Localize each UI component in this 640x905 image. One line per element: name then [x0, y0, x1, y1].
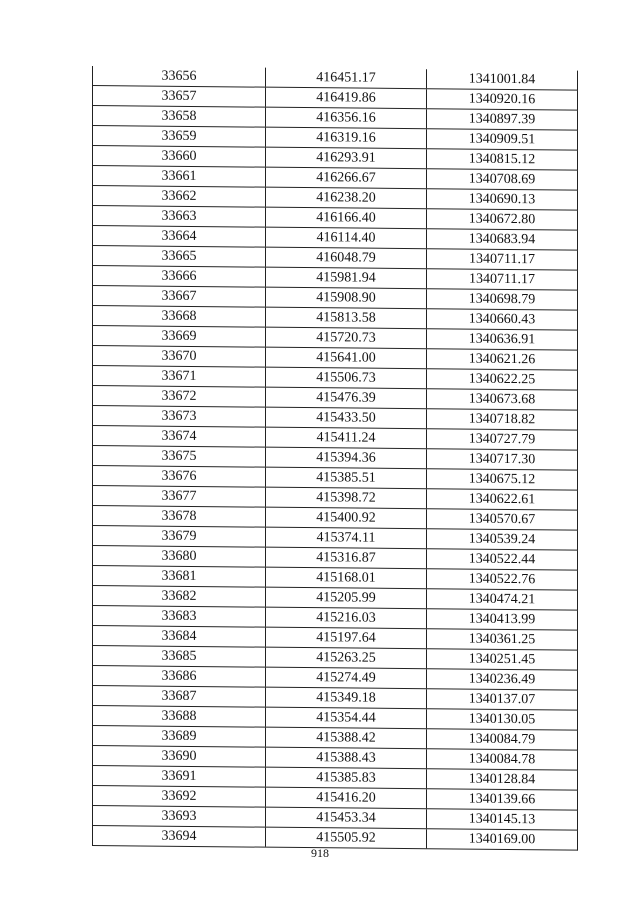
- point-id-cell: 33694: [93, 826, 266, 848]
- x-coordinate-cell: 416451.17: [266, 68, 427, 89]
- y-coordinate-cell: 1340522.76: [427, 569, 578, 590]
- y-coordinate-cell: 1340683.94: [427, 229, 578, 250]
- point-id-cell: 33672: [93, 386, 266, 408]
- x-coordinate-cell: 415216.03: [266, 607, 427, 629]
- x-coordinate-cell: 415349.18: [266, 687, 427, 709]
- x-coordinate-cell: 416114.40: [266, 227, 427, 249]
- point-id-cell: 33693: [93, 806, 266, 828]
- x-coordinate-cell: 415394.36: [266, 447, 427, 469]
- x-coordinate-cell: 415505.92: [266, 827, 427, 849]
- point-id-cell: 33663: [93, 206, 266, 228]
- x-coordinate-cell: 415400.92: [266, 507, 427, 529]
- y-coordinate-cell: 1340361.25: [427, 629, 578, 650]
- x-coordinate-cell: 416319.16: [266, 127, 427, 149]
- y-coordinate-cell: 1340711.17: [427, 269, 578, 290]
- point-id-cell: 33667: [93, 286, 266, 308]
- point-id-cell: 33679: [93, 526, 266, 548]
- x-coordinate-cell: 415398.72: [266, 487, 427, 509]
- y-coordinate-cell: 1340672.80: [427, 209, 578, 230]
- point-id-cell: 33688: [93, 706, 266, 728]
- point-id-cell: 33670: [93, 346, 266, 368]
- y-coordinate-cell: 1340909.51: [427, 129, 578, 150]
- point-id-cell: 33666: [93, 266, 266, 288]
- point-id-cell: 33658: [93, 106, 266, 128]
- x-coordinate-cell: 415263.25: [266, 647, 427, 669]
- x-coordinate-cell: 415453.34: [266, 807, 427, 829]
- point-id-cell: 33692: [93, 786, 266, 808]
- y-coordinate-cell: 1340084.78: [427, 749, 578, 770]
- x-coordinate-cell: 416166.40: [266, 207, 427, 229]
- x-coordinate-cell: 415476.39: [266, 387, 427, 409]
- x-coordinate-cell: 415197.64: [266, 627, 427, 649]
- x-coordinate-cell: 415354.44: [266, 707, 427, 729]
- point-id-cell: 33659: [93, 126, 266, 148]
- x-coordinate-cell: 415316.87: [266, 547, 427, 569]
- y-coordinate-cell: 1340145.13: [427, 809, 578, 830]
- y-coordinate-cell: 1340084.79: [427, 729, 578, 750]
- x-coordinate-cell: 415641.00: [266, 347, 427, 369]
- page-number: 918: [311, 846, 329, 860]
- coordinate-table: [92, 66, 578, 851]
- point-id-cell: 33657: [93, 86, 266, 108]
- point-id-cell: 33691: [93, 766, 266, 788]
- point-id-cell: 33664: [93, 226, 266, 248]
- point-id-cell: 33665: [93, 246, 266, 268]
- y-coordinate-cell: 1340636.91: [427, 329, 578, 350]
- y-coordinate-cell: 1340621.26: [427, 349, 578, 370]
- x-coordinate-cell: 415981.94: [266, 267, 427, 289]
- x-coordinate-cell: 415385.51: [266, 467, 427, 489]
- point-id-cell: 33682: [93, 586, 266, 608]
- y-coordinate-cell: 1340711.17: [427, 249, 578, 270]
- y-coordinate-cell: 1340660.43: [427, 309, 578, 330]
- x-coordinate-cell: 415388.42: [266, 727, 427, 749]
- y-coordinate-cell: 1340539.24: [427, 529, 578, 550]
- y-coordinate-cell: 1340675.12: [427, 469, 578, 490]
- y-coordinate-cell: 1340413.99: [427, 609, 578, 630]
- y-coordinate-cell: 1340708.69: [427, 169, 578, 190]
- x-coordinate-cell: 415813.58: [266, 307, 427, 329]
- y-coordinate-cell: 1340690.13: [427, 189, 578, 210]
- point-id-cell: 33674: [93, 426, 266, 448]
- y-coordinate-cell: 1340717.30: [427, 449, 578, 470]
- x-coordinate-cell: 416238.20: [266, 187, 427, 209]
- y-coordinate-cell: 1341001.84: [427, 69, 578, 90]
- x-coordinate-cell: 415385.83: [266, 767, 427, 789]
- point-id-cell: 33675: [93, 446, 266, 468]
- point-id-cell: 33678: [93, 506, 266, 528]
- x-coordinate-cell: 416266.67: [266, 167, 427, 189]
- y-coordinate-cell: 1340522.44: [427, 549, 578, 570]
- point-id-cell: 33656: [93, 66, 266, 87]
- y-coordinate-cell: 1340236.49: [427, 669, 578, 690]
- x-coordinate-cell: 415433.50: [266, 407, 427, 429]
- point-id-cell: 33684: [93, 626, 266, 648]
- y-coordinate-cell: 1340570.67: [427, 509, 578, 530]
- x-coordinate-cell: 416048.79: [266, 247, 427, 269]
- x-coordinate-cell: 415416.20: [266, 787, 427, 809]
- y-coordinate-cell: 1340139.66: [427, 789, 578, 810]
- x-coordinate-cell: 416419.86: [266, 87, 427, 109]
- x-coordinate-cell: 415274.49: [266, 667, 427, 689]
- x-coordinate-cell: 415205.99: [266, 587, 427, 609]
- x-coordinate-cell: 415411.24: [266, 427, 427, 449]
- point-id-cell: 33686: [93, 666, 266, 688]
- point-id-cell: 33669: [93, 326, 266, 348]
- point-id-cell: 33676: [93, 466, 266, 488]
- x-coordinate-cell: 415374.11: [266, 527, 427, 549]
- x-coordinate-cell: 415720.73: [266, 327, 427, 349]
- point-id-cell: 33687: [93, 686, 266, 708]
- point-id-cell: 33677: [93, 486, 266, 508]
- y-coordinate-cell: 1340137.07: [427, 689, 578, 710]
- point-id-cell: 33690: [93, 746, 266, 768]
- y-coordinate-cell: 1340622.25: [427, 369, 578, 390]
- y-coordinate-cell: 1340815.12: [427, 149, 578, 170]
- y-coordinate-cell: 1340673.68: [427, 389, 578, 410]
- point-id-cell: 33668: [93, 306, 266, 328]
- y-coordinate-cell: 1340128.84: [427, 769, 578, 790]
- point-id-cell: 33689: [93, 726, 266, 748]
- x-coordinate-cell: 415168.01: [266, 567, 427, 589]
- point-id-cell: 33673: [93, 406, 266, 428]
- point-id-cell: 33681: [93, 566, 266, 588]
- y-coordinate-cell: 1340130.05: [427, 709, 578, 730]
- x-coordinate-cell: 415908.90: [266, 287, 427, 309]
- y-coordinate-cell: 1340727.79: [427, 429, 578, 450]
- y-coordinate-cell: 1340718.82: [427, 409, 578, 430]
- point-id-cell: 33660: [93, 146, 266, 168]
- coordinate-table-body: [93, 66, 578, 850]
- x-coordinate-cell: 415388.43: [266, 747, 427, 769]
- y-coordinate-cell: 1340698.79: [427, 289, 578, 310]
- x-coordinate-cell: 416356.16: [266, 107, 427, 129]
- y-coordinate-cell: 1340897.39: [427, 109, 578, 130]
- y-coordinate-cell: 1340251.45: [427, 649, 578, 670]
- point-id-cell: 33680: [93, 546, 266, 568]
- y-coordinate-cell: 1340169.00: [427, 829, 578, 850]
- point-id-cell: 33661: [93, 166, 266, 188]
- x-coordinate-cell: 415506.73: [266, 367, 427, 389]
- x-coordinate-cell: 416293.91: [266, 147, 427, 169]
- point-id-cell: 33685: [93, 646, 266, 668]
- y-coordinate-cell: 1340474.21: [427, 589, 578, 610]
- y-coordinate-cell: 1340920.16: [427, 89, 578, 110]
- point-id-cell: 33683: [93, 606, 266, 628]
- point-id-cell: 33662: [93, 186, 266, 208]
- y-coordinate-cell: 1340622.61: [427, 489, 578, 510]
- point-id-cell: 33671: [93, 366, 266, 388]
